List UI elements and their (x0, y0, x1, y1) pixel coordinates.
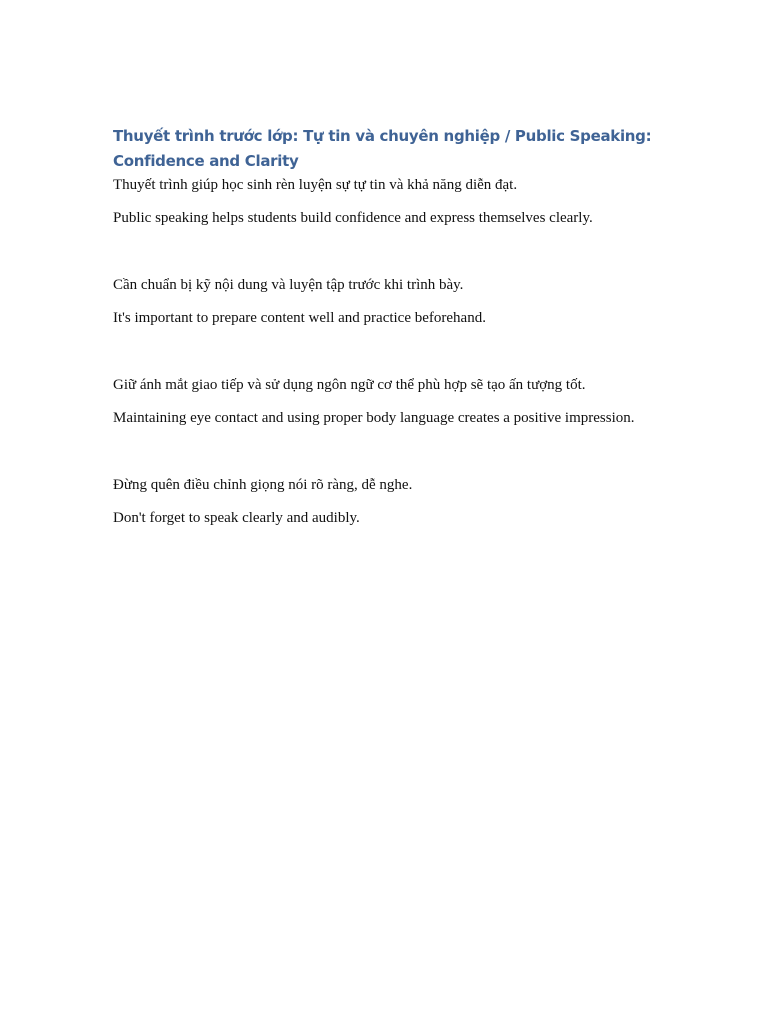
paragraph-english-3: Maintaining eye contact and using proper body language creates a positive impression. (113, 410, 635, 426)
paragraph-vietnamese-1: Thuyết trình giúp học sinh rèn luyện sự tự tin và khả năng diễn đạt. (113, 177, 518, 193)
document-page (113, 124, 673, 527)
document-title: Thuyết trình trước lớp: Tự tin và chuyên nghiệp / Public Speaking: Confidence and Clarity (113, 127, 652, 170)
paragraph-vietnamese-2: Cần chuẩn bị kỹ nội dung và luyện tập trước khi trình bày. (113, 277, 464, 293)
paragraph-vietnamese-4: Đừng quên điều chỉnh giọng nói rõ ràng, dễ nghe. (113, 477, 413, 493)
paragraph-english-1: Public speaking helps students build confidence and express themselves clearly. (113, 210, 593, 226)
paragraph-vietnamese-3: Giữ ánh mắt giao tiếp và sử dụng ngôn ngữ cơ thể phù hợp sẽ tạo ấn tượng tốt. (113, 377, 586, 393)
paragraph-english-4: Don't forget to speak clearly and audibly. (113, 510, 360, 526)
paragraph-english-2: It's important to prepare content well and practice beforehand. (113, 310, 486, 326)
